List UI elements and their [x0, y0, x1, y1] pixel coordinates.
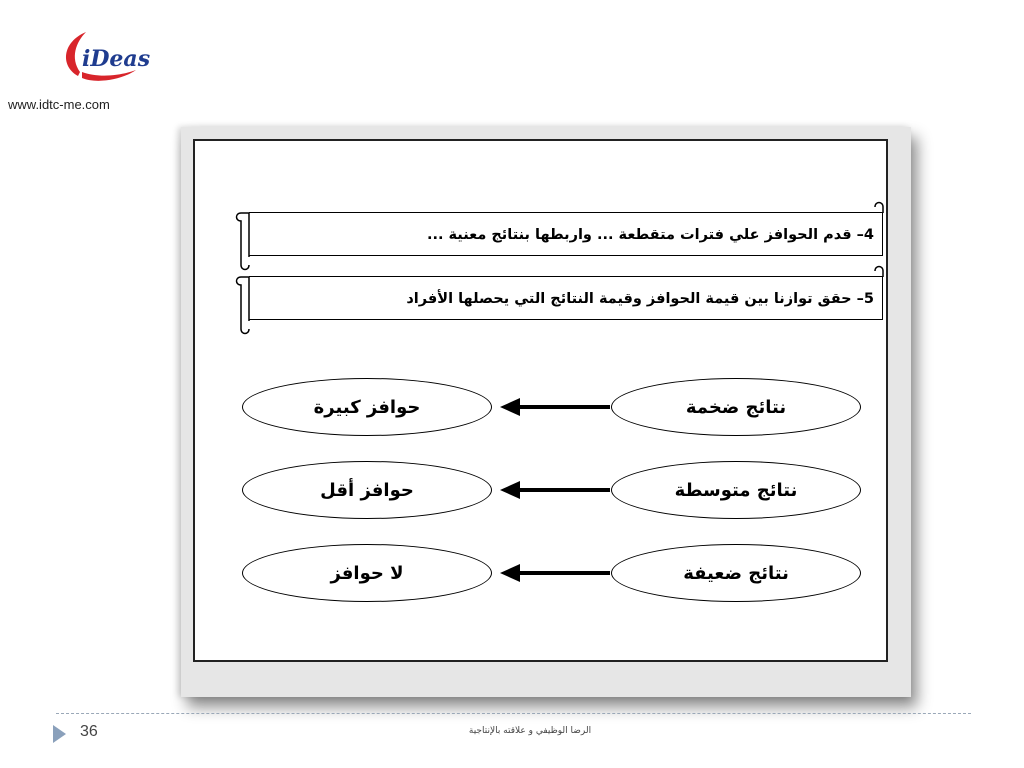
svg-text:iDeas: iDeas [82, 46, 151, 72]
incentive-oval: لا حوافز [242, 544, 492, 602]
result-oval: نتائج ضخمة [611, 378, 861, 436]
ideas-logo-icon [56, 26, 151, 86]
left-arrow-icon [500, 563, 610, 583]
page-number: 36 [80, 723, 98, 740]
incentive-oval: حوافز كبيرة [242, 378, 492, 436]
result-oval: نتائج ضعيفة [611, 544, 861, 602]
results-incentives-diagram [195, 370, 885, 620]
left-arrow-icon [500, 397, 610, 417]
point-text: 4– قدم الحوافز علي فترات متقطعة ... واربطها بنتائج معنية ... [426, 226, 874, 243]
play-triangle-icon [53, 725, 66, 743]
footer-title: الرضا الوظيفي و علاقته بالإنتاجية [468, 726, 592, 736]
left-arrow-icon [500, 480, 610, 500]
scroll-banner [249, 212, 883, 256]
site-url[interactable]: www.idtc-me.com [8, 97, 110, 112]
incentive-oval: حوافز أقل [242, 461, 492, 519]
scroll-banner [249, 276, 883, 320]
point-text: 5– حقق توازنا بين قيمة الحوافز وقيمة النتائج التي يحصلها الأفراد [406, 290, 874, 307]
result-oval: نتائج متوسطة [611, 461, 861, 519]
footer-divider [56, 713, 971, 714]
